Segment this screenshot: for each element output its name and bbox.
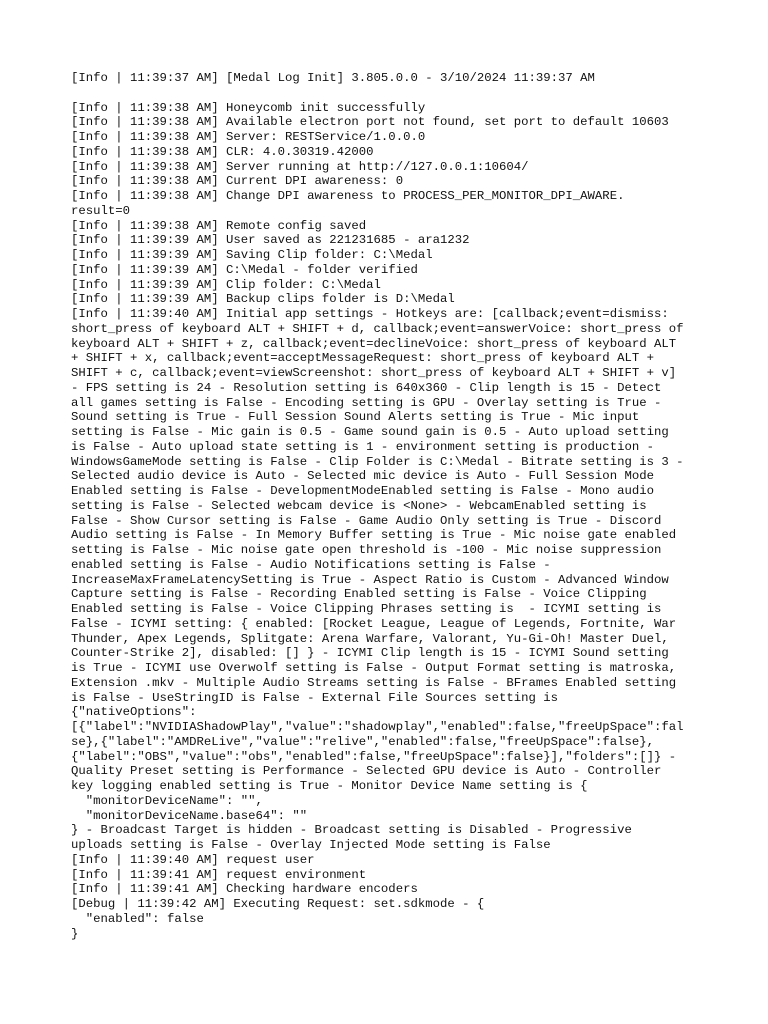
log-document — [71, 71, 701, 941]
log-line: [Info | 11:39:39 AM] Backup clips folder is D:\Medal — [71, 292, 455, 307]
blank-line — [71, 86, 701, 101]
log-line: setting is False - Mic noise gate open threshold is -100 - Mic noise suppression — [71, 543, 662, 557]
log-line: WindowsGameMode setting is False - Clip Folder is C:\Medal - Bitrate setting is 3 - — [71, 454, 684, 469]
log-line: [Info | 11:39:38 AM] Change DPI awareness to PROCESS_PER_MONITOR_DPI_AWARE. — [71, 189, 625, 203]
log-line: [Info | 11:39:40 AM] request user — [71, 852, 315, 867]
log-line: [Info | 11:39:40 AM] Initial app settings - Hotkeys are: [callback;event=dismiss: — [71, 307, 669, 321]
log-line: is False - Auto upload state setting is 1 - environment setting is production - — [71, 439, 654, 454]
log-line: } - Broadcast Target is hidden - Broadcast setting is Disabled - Progressive — [71, 823, 632, 838]
log-line: False - ICYMI setting: { enabled: [Rocket League, League of Legends, Fortnite, War — [71, 616, 677, 631]
log-line: [Info | 11:39:39 AM] Clip folder: C:\Medal — [71, 277, 381, 292]
log-line: - FPS setting is 24 - Resolution setting is 640x360 - Clip length is 15 - Detect — [71, 380, 662, 395]
log-line: [Info | 11:39:38 AM] Server: RESTService/1.0.0.0 — [71, 130, 426, 144]
log-line: [Info | 11:39:38 AM] Server running at http://127.0.0.1:10604/ — [71, 159, 529, 174]
log-line: + SHIFT + x, callback;event=acceptMessageRequest: short_press of keyboard ALT + — [71, 351, 654, 366]
log-line: Extension .mkv - Multiple Audio Streams setting is False - BFrames Enabled setting — [71, 675, 677, 690]
log-line: [Info | 11:39:38 AM] Remote config saved — [71, 218, 367, 233]
log-line: [Debug | 11:39:42 AM] Executing Request: set.sdkmode - { — [71, 897, 485, 911]
log-line: SHIFT + c, callback;event=viewScreenshot: short_press of keyboard ALT + SHIFT + v] — [71, 366, 677, 380]
log-line: {"label":"OBS","value":"obs","enabled":false,"freeUpSpace":false}],"folders":[]} - — [71, 749, 677, 764]
log-line: se},{"label":"AMDReLive","value":"relive","enabled":false,"freeUpSpace":false}, — [71, 734, 654, 749]
log-line: Counter-Strike 2], disabled: [] } - ICYMI Clip length is 15 - ICYMI Sound setting — [71, 646, 669, 661]
log-line: Capture setting is False - Recording Enabled setting is False - Voice Clipping — [71, 587, 647, 602]
log-line: result=0 — [71, 203, 131, 218]
log-line: "enabled": false — [71, 911, 204, 926]
log-line: is True - ICYMI use Overwolf setting is False - Output Format setting is matroska, — [71, 661, 677, 675]
log-line: [{"label":"NVIDIAShadowPlay","value":"shadowplay","enabled":false,"freeUpSpace":fal — [71, 720, 684, 734]
log-line: short_press of keyboard ALT + SHIFT + d, callback;event=answerVoice: short_press of — [71, 321, 684, 336]
log-line: [Info | 11:39:41 AM] request environment — [71, 867, 367, 882]
log-line: [Info | 11:39:38 AM] CLR: 4.0.30319.42000 — [71, 144, 374, 159]
log-line: [Info | 11:39:37 AM] [Medal Log Init] 3.805.0.0 - 3/10/2024 11:39:37 AM — [71, 71, 595, 85]
log-line: [Info | 11:39:38 AM] Available electron port not found, set port to default 10603 — [71, 115, 669, 130]
log-line: "monitorDeviceName.base64": "" — [71, 808, 308, 823]
log-line: Audio setting is False - In Memory Buffer setting is True - Mic noise gate enabled — [71, 528, 677, 543]
log-line: [Info | 11:39:39 AM] Saving Clip folder: C:\Medal — [71, 248, 433, 262]
log-line: is False - UseStringID is False - External File Sources setting is — [71, 690, 559, 705]
log-line: Enabled setting is False - DevelopmentModeEnabled setting is False - Mono audio — [71, 484, 654, 498]
log-line: Quality Preset setting is Performance - Selected GPU device is Auto - Controller — [71, 764, 662, 779]
log-line: setting is False - Mic gain is 0.5 - Game sound gain is 0.5 - Auto upload setting — [71, 425, 669, 439]
log-line: all games setting is False - Encoding setting is GPU - Overlay setting is True - — [71, 395, 662, 410]
log-line: "monitorDeviceName": "", — [71, 793, 263, 808]
log-line: [Info | 11:39:41 AM] Checking hardware encoders — [71, 882, 418, 897]
log-line: key logging enabled setting is True - Monitor Device Name setting is { — [71, 779, 588, 793]
log-line: False - Show Cursor setting is False - Game Audio Only setting is True - Discord — [71, 513, 662, 528]
log-line: uploads setting is False - Overlay Injected Mode setting is False — [71, 838, 551, 852]
log-line: Thunder, Apex Legends, Splitgate: Arena Warfare, Valorant, Yu-Gi-Oh! Master Duel, — [71, 631, 669, 646]
log-line: [Info | 11:39:39 AM] C:\Medal - folder verified — [71, 262, 418, 277]
log-line: keyboard ALT + SHIFT + z, callback;event=declineVoice: short_press of keyboard ALT — [71, 336, 677, 351]
log-line: Enabled setting is False - Voice Clipping Phrases setting is - ICYMI setting is — [71, 602, 662, 616]
log-line: [Info | 11:39:39 AM] User saved as 221231685 - ara1232 — [71, 233, 470, 248]
log-line: } — [71, 926, 79, 941]
log-line: [Info | 11:39:38 AM] Honeycomb init successfully — [71, 100, 426, 115]
log-line: Sound setting is True - Full Session Sound Alerts setting is True - Mic input — [71, 410, 640, 425]
log-line: setting is False - Selected webcam device is <None> - WebcamEnabled setting is — [71, 498, 647, 513]
log-line: [Info | 11:39:38 AM] Current DPI awareness: 0 — [71, 174, 404, 189]
log-line: IncreaseMaxFrameLatencySetting is True - Aspect Ratio is Custom - Advanced Window — [71, 572, 669, 587]
log-line: Selected audio device is Auto - Selected mic device is Auto - Full Session Mode — [71, 469, 654, 484]
log-line: {"nativeOptions": — [71, 705, 197, 720]
log-line: enabled setting is False - Audio Notifications setting is False - — [71, 557, 551, 572]
